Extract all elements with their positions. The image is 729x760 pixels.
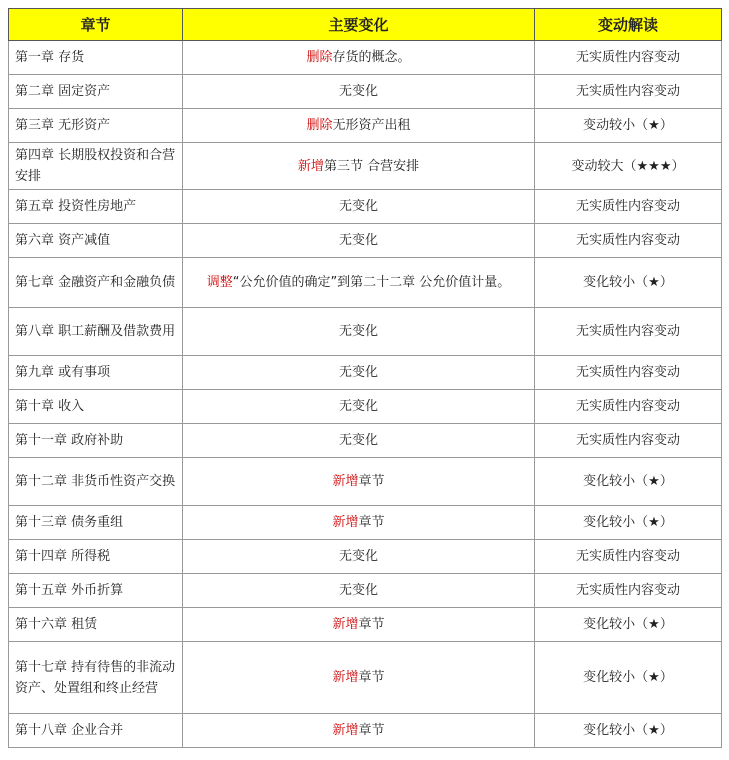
- main-change-cell: [183, 506, 535, 540]
- chapter-cell: 第六章 资产减值: [9, 224, 183, 258]
- change-keyword: 新增: [332, 670, 359, 685]
- interpretation-cell: 变化较小（★）: [535, 642, 722, 714]
- main-change-cell: [183, 608, 535, 642]
- change-keyword: 新增: [332, 723, 359, 738]
- chapter-cell: 第九章 或有事项: [9, 356, 183, 390]
- chapter-cell: 第一章 存货: [9, 41, 183, 75]
- interpretation-cell: 无实质性内容变动: [535, 190, 722, 224]
- main-change-cell: [183, 75, 535, 109]
- interpretation-cell: 无实质性内容变动: [535, 390, 722, 424]
- main-change-cell: [183, 390, 535, 424]
- table-row: [9, 390, 722, 424]
- table-body: [9, 41, 722, 748]
- table-row: [9, 424, 722, 458]
- interpretation-cell: 变化较小（★）: [535, 608, 722, 642]
- table-row: [9, 224, 722, 258]
- chapter-cell: 第四章 长期股权投资和合营安排: [9, 143, 183, 190]
- header-interpretation: 变动解读: [535, 9, 722, 41]
- main-change-cell: [183, 356, 535, 390]
- chapter-cell: 第三章 无形资产: [9, 109, 183, 143]
- table-row: [9, 190, 722, 224]
- table-row: [9, 258, 722, 308]
- table-row: [9, 75, 722, 109]
- interpretation-cell: 无实质性内容变动: [535, 356, 722, 390]
- main-change-cell: [183, 258, 535, 308]
- main-change-cell: [183, 41, 535, 75]
- change-text: 第三节 合营安排: [323, 158, 420, 174]
- interpretation-cell: 无实质性内容变动: [535, 540, 722, 574]
- chapter-changes-table: [8, 8, 722, 748]
- main-change-cell: [183, 574, 535, 608]
- chapter-cell: 第十二章 非货币性资产交换: [9, 458, 183, 506]
- interpretation-cell: 无实质性内容变动: [535, 574, 722, 608]
- chapter-cell: 第十五章 外币折算: [9, 574, 183, 608]
- change-keyword: 新增: [297, 158, 324, 174]
- chapter-cell: 第十六章 租赁: [9, 608, 183, 642]
- change-keyword: 新增: [332, 515, 359, 530]
- change-text: 章节: [358, 723, 385, 738]
- table-row: [9, 109, 722, 143]
- interpretation-cell: 无实质性内容变动: [535, 308, 722, 356]
- header-row: [9, 9, 722, 41]
- chapter-cell: 第二章 固定资产: [9, 75, 183, 109]
- change-keyword: 删除: [306, 118, 333, 133]
- table-row: [9, 714, 722, 748]
- change-text: “公允价值的确定”到第二十二章 公允价值计量。: [232, 275, 511, 290]
- interpretation-cell: 变化较小（★）: [535, 258, 722, 308]
- table-row: [9, 41, 722, 75]
- interpretation-cell: 无实质性内容变动: [535, 224, 722, 258]
- change-text: 无变化: [338, 549, 378, 564]
- main-change-cell: [183, 224, 535, 258]
- main-change-cell: [183, 714, 535, 748]
- interpretation-cell: 变动较大（★★★）: [535, 143, 722, 190]
- main-change-cell: [183, 109, 535, 143]
- change-keyword: 删除: [306, 50, 333, 65]
- table-row: [9, 143, 722, 190]
- chapter-cell: 第十一章 政府补助: [9, 424, 183, 458]
- change-text: 无变化: [338, 84, 378, 99]
- change-text: 章节: [358, 515, 385, 530]
- header-chapter: 章节: [9, 9, 183, 41]
- interpretation-cell: 无实质性内容变动: [535, 424, 722, 458]
- main-change-cell: [183, 424, 535, 458]
- table-row: [9, 540, 722, 574]
- main-change-cell: [183, 308, 535, 356]
- main-change-cell: [183, 143, 535, 190]
- interpretation-cell: 无实质性内容变动: [535, 75, 722, 109]
- table-row: [9, 458, 722, 506]
- change-text: 无变化: [338, 583, 378, 598]
- table-row: [9, 608, 722, 642]
- main-change-cell: [183, 458, 535, 506]
- table-row: [9, 574, 722, 608]
- change-text: 无变化: [338, 324, 378, 339]
- change-keyword: 新增: [332, 474, 359, 489]
- change-text: 无变化: [338, 365, 378, 380]
- main-change-cell: [183, 540, 535, 574]
- interpretation-cell: 变化较小（★）: [535, 506, 722, 540]
- chapter-cell: 第五章 投资性房地产: [9, 190, 183, 224]
- main-change-cell: [183, 190, 535, 224]
- change-text: 章节: [358, 617, 385, 632]
- chapter-cell: 第十七章 持有待售的非流动资产、处置组和终止经营: [9, 642, 183, 714]
- change-text: 无变化: [338, 199, 378, 214]
- chapter-cell: 第十三章 债务重组: [9, 506, 183, 540]
- change-text: 存货的概念。: [332, 50, 411, 65]
- chapter-cell: 第七章 金融资产和金融负债: [9, 258, 183, 308]
- chapter-cell: 第十八章 企业合并: [9, 714, 183, 748]
- change-text: 无形资产出租: [332, 118, 411, 133]
- change-keyword: 新增: [332, 617, 359, 632]
- table-row: [9, 642, 722, 714]
- table-row: [9, 506, 722, 540]
- change-text: 章节: [358, 670, 385, 685]
- chapter-cell: 第十四章 所得税: [9, 540, 183, 574]
- change-text: 章节: [358, 474, 385, 489]
- table-row: [9, 356, 722, 390]
- change-keyword: 调整: [206, 275, 233, 290]
- table-container: [8, 8, 722, 748]
- main-change-cell: [183, 642, 535, 714]
- interpretation-cell: 变化较小（★）: [535, 458, 722, 506]
- interpretation-cell: 变化较小（★）: [535, 714, 722, 748]
- change-text: 无变化: [338, 433, 378, 448]
- chapter-cell: 第十章 收入: [9, 390, 183, 424]
- change-text: 无变化: [338, 233, 378, 248]
- chapter-cell: 第八章 职工薪酬及借款费用: [9, 308, 183, 356]
- interpretation-cell: 无实质性内容变动: [535, 41, 722, 75]
- table-row: [9, 308, 722, 356]
- header-main-change: 主要变化: [183, 9, 535, 41]
- change-text: 无变化: [338, 399, 378, 414]
- interpretation-cell: 变动较小（★）: [535, 109, 722, 143]
